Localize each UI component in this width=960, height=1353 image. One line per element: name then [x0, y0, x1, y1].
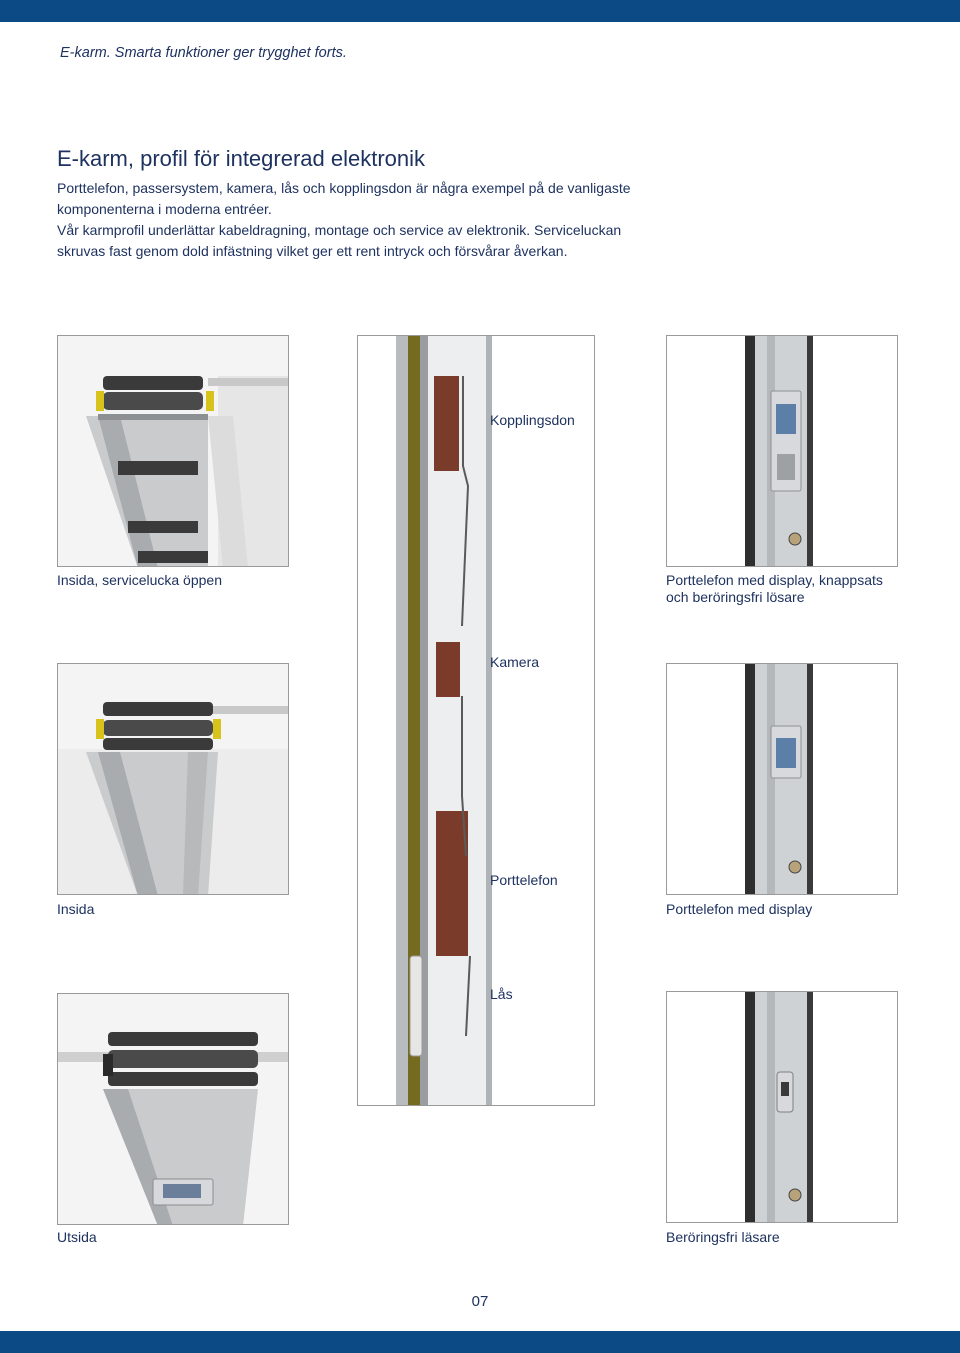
caption-doorphone-display-keypad-line-1: Porttelefon med display, knappsats — [666, 572, 883, 588]
label-kopplingsdon: Kopplingsdon — [490, 412, 575, 428]
image-frame-profile-electronics — [357, 335, 595, 1106]
section-header-note: E-karm. Smarta funktioner ger trygghet forts. — [60, 45, 347, 61]
caption-inside-service-hatch-open: Insida, servicelucka öppen — [57, 572, 222, 588]
caption-doorphone-display: Porttelefon med display — [666, 901, 813, 917]
page-number: 07 — [471, 1293, 489, 1310]
label-kamera: Kamera — [490, 654, 540, 670]
intro-text — [57, 178, 657, 262]
page-title: E-karm, profil för integrerad elektronik — [57, 146, 426, 171]
caption-inside: Insida — [57, 901, 95, 917]
intro-paragraph-2: Vår karmprofil underlättar kabeldragning, montage och service av elektronik. Serviceluckan skruvas fast genom dold infästning vilket ger ett rent intryck och försvårar åverkan. — [57, 222, 622, 259]
top-brand-bar — [0, 0, 960, 22]
image-inside — [57, 663, 289, 895]
label-las: Lås — [490, 986, 513, 1002]
image-inside-service-hatch-open — [57, 335, 289, 567]
image-outside — [57, 993, 289, 1225]
caption-doorphone-display-keypad-line-2: och beröringsfri lösare — [666, 589, 805, 605]
image-doorphone-display — [666, 663, 898, 895]
caption-outside: Utsida — [57, 1229, 97, 1245]
image-contactless-reader — [666, 991, 898, 1223]
intro-paragraph-1: Porttelefon, passersystem, kamera, lås och kopplingsdon är några exempel på de vanligaste komponenterna i moderna entréer. — [57, 180, 631, 217]
image-doorphone-display-keypad — [666, 335, 898, 567]
bottom-brand-bar — [0, 1331, 960, 1353]
caption-doorphone-display-keypad — [666, 572, 883, 606]
caption-contactless-reader: Beröringsfri läsare — [666, 1229, 780, 1245]
label-porttelefon: Porttelefon — [490, 872, 558, 888]
